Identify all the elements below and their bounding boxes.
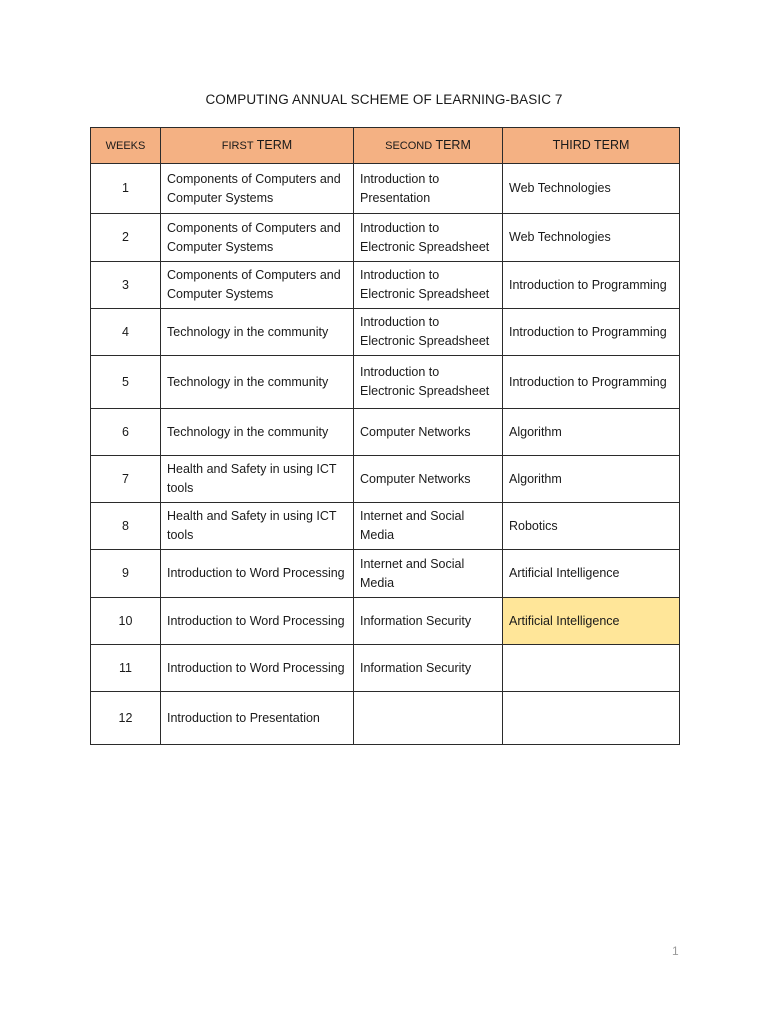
third-term-cell: Robotics bbox=[503, 503, 680, 550]
header-first-term bbox=[161, 128, 354, 164]
week-cell: 9 bbox=[91, 550, 161, 598]
week-cell: 11 bbox=[91, 645, 161, 692]
table-row bbox=[91, 550, 680, 598]
first-term-cell: Technology in the community bbox=[161, 409, 354, 456]
second-term-cell: Computer Networks bbox=[354, 409, 503, 456]
week-cell: 7 bbox=[91, 456, 161, 503]
header-second-prefix: SECOND bbox=[385, 139, 433, 152]
second-term-cell: Internet and Social Media bbox=[354, 503, 503, 550]
first-term-cell: Introduction to Word Processing bbox=[161, 550, 354, 598]
table-row bbox=[91, 598, 680, 645]
week-cell: 10 bbox=[91, 598, 161, 645]
first-term-cell: Components of Computers and Computer Systems bbox=[161, 164, 354, 214]
second-term-cell bbox=[354, 692, 503, 745]
first-term-cell: Health and Safety in using ICT tools bbox=[161, 456, 354, 503]
third-term-cell bbox=[503, 645, 680, 692]
third-term-cell: Algorithm bbox=[503, 456, 680, 503]
second-term-cell: Computer Networks bbox=[354, 456, 503, 503]
table-row bbox=[91, 645, 680, 692]
table-row bbox=[91, 409, 680, 456]
first-term-cell: Introduction to Presentation bbox=[161, 692, 354, 745]
header-first-suffix: TERM bbox=[256, 137, 293, 152]
third-term-cell: Introduction to Programming bbox=[503, 309, 680, 356]
week-cell: 5 bbox=[91, 356, 161, 409]
table-row bbox=[91, 503, 680, 550]
header-third-term bbox=[503, 128, 680, 164]
scheme-table bbox=[90, 127, 680, 745]
table-row bbox=[91, 456, 680, 503]
week-cell: 12 bbox=[91, 692, 161, 745]
first-term-cell: Health and Safety in using ICT tools bbox=[161, 503, 354, 550]
second-term-cell: Introduction to Electronic Spreadsheet bbox=[354, 309, 503, 356]
second-term-cell: Introduction to Electronic Spreadsheet bbox=[354, 262, 503, 309]
second-term-cell: Introduction to Electronic Spreadsheet bbox=[354, 214, 503, 262]
third-term-cell: Algorithm bbox=[503, 409, 680, 456]
header-row bbox=[91, 128, 680, 164]
second-term-cell: Internet and Social Media bbox=[354, 550, 503, 598]
header-second-suffix: TERM bbox=[435, 137, 471, 152]
second-term-cell: Introduction to Presentation bbox=[354, 164, 503, 214]
table-row bbox=[91, 692, 680, 745]
table-row bbox=[91, 164, 680, 214]
header-third-label: THIRD TERM bbox=[552, 138, 630, 152]
page-title: COMPUTING ANNUAL SCHEME OF LEARNING-BASIC 7 bbox=[205, 92, 563, 107]
table-row bbox=[91, 356, 680, 409]
third-term-cell: Artificial Intelligence bbox=[503, 550, 680, 598]
third-term-cell: Introduction to Programming bbox=[503, 262, 680, 309]
table-row bbox=[91, 214, 680, 262]
first-term-cell: Components of Computers and Computer Systems bbox=[161, 262, 354, 309]
third-term-cell: Web Technologies bbox=[503, 164, 680, 214]
third-term-cell: Introduction to Programming bbox=[503, 356, 680, 409]
first-term-cell: Introduction to Word Processing bbox=[161, 598, 354, 645]
week-cell: 1 bbox=[91, 164, 161, 214]
header-weeks-label: WEEKS bbox=[105, 139, 146, 152]
second-term-cell: Information Security bbox=[354, 598, 503, 645]
week-cell: 3 bbox=[91, 262, 161, 309]
second-term-cell: Information Security bbox=[354, 645, 503, 692]
first-term-cell: Technology in the community bbox=[161, 356, 354, 409]
week-cell: 4 bbox=[91, 309, 161, 356]
first-term-cell: Introduction to Word Processing bbox=[161, 645, 354, 692]
third-term-cell-highlighted: Artificial Intelligence bbox=[503, 598, 680, 645]
third-term-cell bbox=[503, 692, 680, 745]
header-first-prefix: FIRST bbox=[221, 139, 254, 152]
page-number: 1 bbox=[672, 944, 679, 958]
table-row bbox=[91, 262, 680, 309]
week-cell: 6 bbox=[91, 409, 161, 456]
week-cell: 8 bbox=[91, 503, 161, 550]
table-row bbox=[91, 309, 680, 356]
first-term-cell: Components of Computers and Computer Systems bbox=[161, 214, 354, 262]
third-term-cell: Web Technologies bbox=[503, 214, 680, 262]
week-cell: 2 bbox=[91, 214, 161, 262]
header-second-term bbox=[354, 128, 503, 164]
first-term-cell: Technology in the community bbox=[161, 309, 354, 356]
header-weeks bbox=[91, 128, 161, 164]
second-term-cell: Introduction to Electronic Spreadsheet bbox=[354, 356, 503, 409]
